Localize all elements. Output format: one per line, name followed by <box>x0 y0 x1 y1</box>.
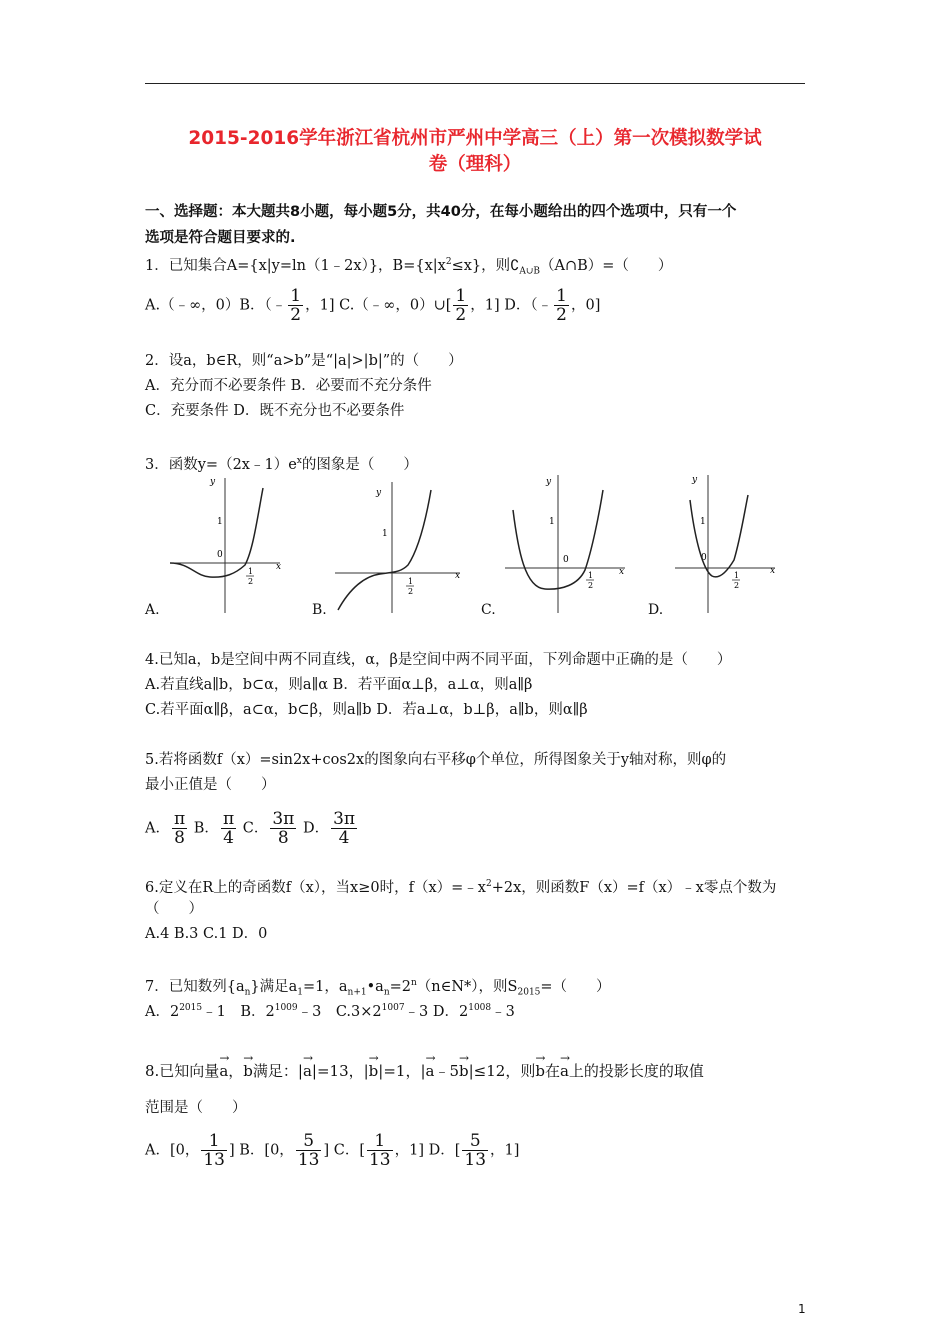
graph-option-c <box>500 470 630 615</box>
fraction: $\frac{5}{13}$ <box>297 1131 320 1170</box>
question-4-options-1: A.若直线a∥b，b⊂α，则a∥α B．若平面α⊥β，a⊥α，则a∥β <box>145 677 533 693</box>
question-8-stem: 8.已知向量→ a，→ b满足：|→ a|=13，|→ b|=1，|→ a﹣5→ b|≤12，则→ b在→ a上的投影长度的取值 <box>145 1061 704 1081</box>
question-6-stem-2: （ ） <box>145 901 203 917</box>
tick-half-den: 2 <box>734 581 740 590</box>
question-4-options-2: C.若平面α∥β，a⊂α，b⊂β，则a∥b D．若a⊥α，b⊥β，a∥b，则α∥β <box>145 702 588 718</box>
axis-y-label: y <box>376 488 382 498</box>
graph-label-a: A. <box>145 602 160 618</box>
curve-d <box>690 495 748 577</box>
graph-option-d <box>670 470 780 615</box>
question-6-options: A.4 B.3 C.1 D．0 <box>145 926 268 942</box>
document-title-line-1: 2015-2016学年浙江省杭州市严州中学高三（上）第一次模拟数学试 <box>188 128 762 149</box>
vector-a: → a <box>560 1061 569 1081</box>
curve-a <box>170 488 263 577</box>
graph-label-c: C. <box>481 602 496 618</box>
axis-x-label: x <box>619 567 625 577</box>
tick-1-label: 1 <box>217 517 223 527</box>
question-1-stem: 1．已知集合A={x|y=ln（1﹣2x）}，$B=\{x|x^2\le x\}$，则$∁_{A\cup B}(A\cap B)=$（ ） <box>145 257 673 277</box>
graph-option-a <box>165 470 285 615</box>
question-5-stem: 5.若将函数f（x）=sin2x+cos2x的图象向右平移φ个单位，所得图象关于y轴对称，则φ的 <box>145 752 727 768</box>
axis-x-label: x <box>770 566 776 576</box>
fraction: $\frac{\pi}{4}$ <box>222 809 235 848</box>
tick-half-den: 2 <box>588 581 594 590</box>
page-number: 1 <box>798 1302 806 1316</box>
question-2-options-2: C．充要条件 D．既不充分也不必要条件 <box>145 403 405 419</box>
fraction: $\frac{3\pi}{4}$ <box>333 809 356 848</box>
tick-half-num: 1 <box>248 567 254 576</box>
question-4-stem: 4.已知a，b是空间中两不同直线，α，β是空间中两不同平面，下列命题中正确的是（ ） <box>145 652 732 668</box>
vector-b: → b <box>243 1061 253 1081</box>
question-7-stem: 7．已知数列$\{a_n\}$满足$a_1=1$，$a_{n+1}•a_n=2^n(n\in N*)$，则$S_{2015}=$（ ） <box>145 978 611 998</box>
fraction: $\frac{3\pi}{8}$ <box>272 809 295 848</box>
origin-label: 0 <box>563 555 569 565</box>
tick-half-num: 1 <box>588 571 594 580</box>
tick-1-label: 1 <box>549 517 555 527</box>
axis-y-label: y <box>210 477 216 487</box>
tick-half-num: 1 <box>734 571 740 580</box>
axis-x-label: x <box>455 571 461 581</box>
question-3-stem: 3．函数$y=(2x﹣1)e^x$的图象是（ ） <box>145 456 418 473</box>
origin-label: 0 <box>701 553 707 563</box>
question-7-options: A．$2^{2015}﹣1$ B．$2^{1009}﹣3$ $C.3\times 2^{1007}﹣3$ D．$2^{1008}﹣3$ <box>145 1003 515 1020</box>
vector-a: → a <box>303 1061 312 1081</box>
question-5-stem-2: 最小正值是（ ） <box>145 777 276 793</box>
vector-b: → b <box>369 1061 379 1081</box>
curve-b <box>338 490 431 610</box>
axis-y-label: y <box>546 477 552 487</box>
document-title-line-2: 卷（理科） <box>428 154 522 175</box>
fraction: $\frac{\pi}{8}$ <box>173 809 186 848</box>
tick-half-num: 1 <box>408 577 414 586</box>
question-6-stem: 6.定义在R上的奇函数f（x），当x≥0时，$f(x)=﹣x^2+2x$，则函数F（x）=f（x）﹣x零点个数为 <box>145 879 777 896</box>
question-1-options: A.（﹣∞，0）B．（﹣ $\frac{1}{2}$ ，1] C.（﹣∞，0）∪[ $\frac{1}{2}$ ，1] D．（﹣ $\frac{1}{2}$ ，0] <box>145 286 601 325</box>
question-8-stem-2: 范围是（ ） <box>145 1100 247 1116</box>
fraction: $\frac{1}{2}$ <box>455 286 467 325</box>
question-5-options: A． $\frac{\pi}{8}$ B． $\frac{\pi}{4}$ C． $\frac{3\pi}{8}$ D． $\frac{3\pi}{4}$ <box>145 809 356 848</box>
tick-1-label: 1 <box>382 529 388 539</box>
section-heading-line-1: 一、选择题：本大题共8小题，每小题5分，共40分，在每小题给出的四个选项中，只有一个 <box>145 204 737 220</box>
origin-label: 0 <box>217 550 223 560</box>
tick-1-label: 1 <box>700 517 706 527</box>
fraction: $\frac{5}{13}$ <box>464 1131 487 1170</box>
fraction: $\frac{1}{13}$ <box>203 1131 225 1170</box>
vector-b: → b <box>459 1061 469 1081</box>
graph-label-d: D. <box>648 602 664 618</box>
axis-x-label: x <box>276 562 282 572</box>
header-rule <box>145 83 805 84</box>
fraction: $\frac{1}{2}$ <box>556 286 567 325</box>
graph-label-b: B. <box>312 602 327 618</box>
axis-y-label: y <box>692 475 698 485</box>
question-2-stem: 2．设a，b∈R，则“a>b”是“|a|>|b|”的（ ） <box>145 353 463 369</box>
vector-a: → a <box>219 1061 228 1081</box>
vector-b: → b <box>535 1061 545 1081</box>
fraction: $\frac{1}{2}$ <box>290 286 302 325</box>
tick-half-den: 2 <box>248 577 254 586</box>
question-2-options-1: A．充分而不必要条件 B．必要而不充分条件 <box>145 378 432 394</box>
vector-a: → a <box>426 1061 435 1081</box>
section-heading-line-2: 选项是符合题目要求的. <box>145 230 296 246</box>
question-8-options: A．[0， $\frac{1}{13}$ ] B．[0， $\frac{5}{13}$ ] C．[ $\frac{1}{13}$ ，1] D．[ $\frac{5}{13}$ ，1] <box>145 1131 520 1170</box>
tick-half-den: 2 <box>408 587 414 596</box>
fraction: $\frac{1}{13}$ <box>368 1131 391 1170</box>
graph-option-b <box>330 470 465 615</box>
